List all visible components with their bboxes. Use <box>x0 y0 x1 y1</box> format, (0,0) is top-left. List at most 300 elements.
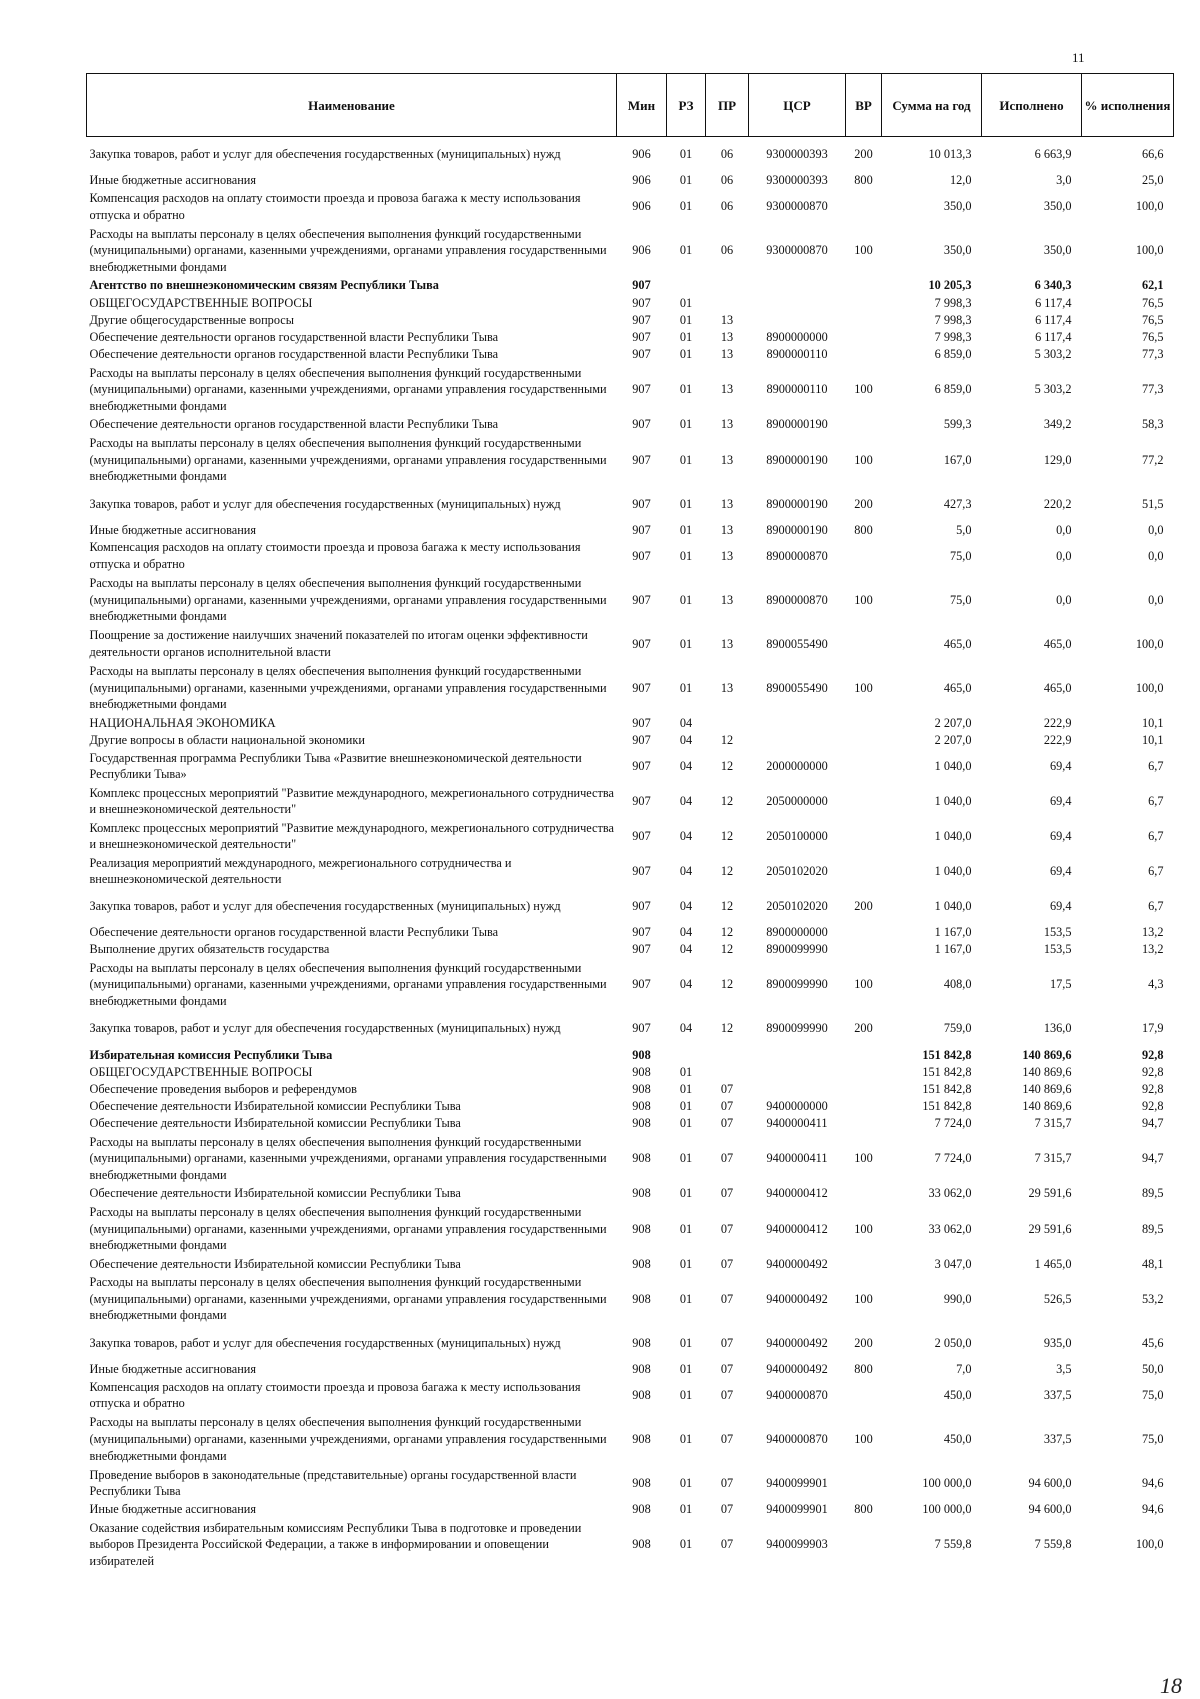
row-min: 907 <box>632 548 651 563</box>
row-min: 908 <box>632 1047 651 1062</box>
row-csr <box>749 732 846 749</box>
row-pr: 12 <box>720 899 734 914</box>
row-pct: 17,9 <box>1141 1021 1164 1036</box>
row-pct: 100,0 <box>1135 243 1164 258</box>
table-row <box>87 346 1174 363</box>
row-pr: 06 <box>720 173 734 188</box>
row-pr: 07 <box>720 1186 734 1201</box>
row-done: 69,4 <box>1049 759 1072 774</box>
row-min: 907 <box>632 715 651 730</box>
table-row <box>87 172 1174 189</box>
row-sum: 1 040,0 <box>934 829 972 844</box>
row-min: 907 <box>632 942 651 957</box>
row-csr: 2050000000 <box>766 794 828 809</box>
row-name: Поощрение за достижение наилучших значений показателей по итогам оценки эффективности деятельности органов исполнительной власти <box>89 628 588 659</box>
row-done: 153,5 <box>1043 925 1072 940</box>
row-pct: 92,8 <box>1141 1047 1164 1062</box>
row-csr: 9400000870 <box>766 1387 828 1402</box>
row-csr: 9400000412 <box>766 1221 828 1236</box>
row-name: Избирательная комиссия Республики Тыва <box>89 1047 333 1062</box>
row-pct: 25,0 <box>1141 173 1164 188</box>
row-done: 350,0 <box>1043 243 1072 258</box>
row-csr <box>749 1063 846 1080</box>
row-pr: 07 <box>720 1081 734 1096</box>
table-row <box>87 1518 1174 1571</box>
row-rz: 01 <box>679 173 693 188</box>
row-min: 908 <box>632 1387 651 1402</box>
row-vr <box>846 784 882 819</box>
row-pr: 12 <box>720 732 734 747</box>
table-row <box>87 784 1174 819</box>
table-row <box>87 715 1174 732</box>
row-done: 222,9 <box>1043 732 1072 747</box>
row-pr: 13 <box>720 347 734 362</box>
row-min: 908 <box>632 1335 651 1350</box>
row-pr: 07 <box>720 1291 734 1306</box>
row-done: 1 465,0 <box>1034 1256 1072 1271</box>
row-sum: 167,0 <box>943 452 972 467</box>
table-row <box>87 1098 1174 1115</box>
row-sum: 75,0 <box>949 592 972 607</box>
row-rz: 01 <box>679 1431 693 1446</box>
row-name: Обеспечение деятельности органов государственной власти Республики Тыва <box>89 330 499 345</box>
table-row <box>87 1413 1174 1466</box>
row-pct: 66,6 <box>1141 147 1164 162</box>
row-min: 908 <box>632 1291 651 1306</box>
row-vr: 800 <box>854 1502 873 1517</box>
row-sum: 100 000,0 <box>922 1475 972 1490</box>
row-csr: 9300000870 <box>766 243 828 258</box>
row-csr <box>749 1046 846 1063</box>
row-sum: 1 040,0 <box>934 759 972 774</box>
row-min: 907 <box>632 829 651 844</box>
row-min: 906 <box>632 147 651 162</box>
row-done: 6 340,3 <box>1034 278 1072 293</box>
page-number: 11 <box>1072 50 1085 65</box>
row-done: 7 315,7 <box>1034 1151 1072 1166</box>
row-done: 220,2 <box>1043 496 1072 511</box>
row-pr: 07 <box>720 1387 734 1402</box>
row-rz: 01 <box>679 452 693 467</box>
row-min: 907 <box>632 899 651 914</box>
row-rz: 04 <box>679 829 693 844</box>
row-rz: 04 <box>679 864 693 879</box>
row-name: Закупка товаров, работ и услуг для обеспечения государственных (муниципальных) нужд <box>89 496 561 511</box>
row-min: 908 <box>632 1475 651 1490</box>
row-sum: 465,0 <box>943 680 972 695</box>
row-pct: 77,2 <box>1141 452 1164 467</box>
row-csr: 2000000000 <box>766 759 828 774</box>
row-sum: 75,0 <box>949 548 972 563</box>
row-pct: 75,0 <box>1141 1387 1164 1402</box>
row-name: Расходы на выплаты персоналу в целях обеспечения выполнения функций государственными (муниципальными) органами, казенными учреждениями, органами управления государственными внебюджетными фондами <box>89 664 607 712</box>
row-pr: 07 <box>720 1361 734 1376</box>
row-pct: 89,5 <box>1141 1186 1164 1201</box>
row-pct: 6,7 <box>1148 899 1164 914</box>
row-csr: 8900099990 <box>766 977 828 992</box>
row-vr: 200 <box>854 147 873 162</box>
row-sum: 5,0 <box>956 522 972 537</box>
row-vr: 200 <box>854 1021 873 1036</box>
row-vr: 100 <box>854 1151 873 1166</box>
row-rz: 01 <box>679 1502 693 1517</box>
row-done: 6 663,9 <box>1034 147 1072 162</box>
table-row <box>87 433 1174 486</box>
row-pct: 10,1 <box>1141 715 1164 730</box>
row-name: Иные бюджетные ассигнования <box>89 522 257 537</box>
row-csr: 8900000190 <box>766 417 828 432</box>
row-min: 908 <box>632 1151 651 1166</box>
row-pct: 6,7 <box>1148 794 1164 809</box>
row-rz: 01 <box>679 382 693 397</box>
row-vr <box>846 1255 882 1272</box>
row-pr <box>706 277 749 294</box>
row-rz: 01 <box>679 1335 693 1350</box>
row-pct: 0,0 <box>1148 592 1164 607</box>
row-csr: 8900055490 <box>766 636 828 651</box>
row-sum: 7 724,0 <box>934 1116 972 1131</box>
row-pr: 07 <box>720 1475 734 1490</box>
row-csr: 8900000190 <box>766 496 828 511</box>
table-row <box>87 1132 1174 1185</box>
row-sum: 1 040,0 <box>934 864 972 879</box>
table-row <box>87 1011 1174 1046</box>
row-sum: 3 047,0 <box>934 1256 972 1271</box>
row-sum: 151 842,8 <box>922 1064 972 1079</box>
row-pr: 07 <box>720 1335 734 1350</box>
row-name: Расходы на выплаты персоналу в целях обеспечения выполнения функций государственными (муниципальными) органами, казенными учреждениями, органами управления государственными внебюджетными фондами <box>89 365 607 413</box>
row-min: 908 <box>632 1186 651 1201</box>
row-done: 465,0 <box>1043 636 1072 651</box>
row-csr: 2050102020 <box>766 864 828 879</box>
row-vr <box>846 924 882 941</box>
row-min: 907 <box>632 759 651 774</box>
row-csr: 8900000110 <box>766 382 828 397</box>
table-row <box>87 1115 1174 1132</box>
row-done: 6 117,4 <box>1035 312 1072 327</box>
table-row <box>87 749 1174 784</box>
row-done: 140 869,6 <box>1022 1081 1072 1096</box>
table-row <box>87 889 1174 924</box>
row-done: 29 591,6 <box>1028 1221 1072 1236</box>
row-min: 907 <box>632 496 651 511</box>
row-rz: 01 <box>679 1151 693 1166</box>
row-pct: 6,7 <box>1148 864 1164 879</box>
table-row <box>87 137 1174 173</box>
row-min: 908 <box>632 1537 651 1552</box>
row-pr: 13 <box>720 452 734 467</box>
row-vr <box>846 627 882 662</box>
row-csr: 8900000190 <box>766 522 828 537</box>
row-done: 3,0 <box>1056 173 1072 188</box>
row-name: Обеспечение деятельности Избирательной комиссии Республики Тыва <box>89 1116 461 1131</box>
row-rz: 04 <box>679 1021 693 1036</box>
row-name: Оказание содействия избирательным комиссиям Республики Тыва в подготовке и проведении выборов Президента Российской Федерации, а также в информировании и оповещении избирателей <box>89 1520 582 1568</box>
table-row <box>87 958 1174 1011</box>
handwritten-page-mark: 18 <box>1160 1673 1182 1698</box>
row-done: 350,0 <box>1043 199 1072 214</box>
row-name: Расходы на выплаты персоналу в целях обеспечения выполнения функций государственными (муниципальными) органами, казенными учреждениями, органами управления государственными внебюджетными фондами <box>89 435 607 484</box>
row-sum: 465,0 <box>943 636 972 651</box>
row-pr: 12 <box>720 759 734 774</box>
row-vr <box>846 941 882 958</box>
row-name: Комплекс процессных мероприятий "Развитие международного, межрегионального сотрудничества и внешнеэкономической деятельности" <box>89 785 614 817</box>
row-rz: 01 <box>679 1475 693 1490</box>
row-pct: 92,8 <box>1141 1099 1164 1114</box>
row-vr <box>846 854 882 889</box>
row-csr: 8900000190 <box>766 452 828 467</box>
row-pr: 13 <box>720 592 734 607</box>
row-vr: 100 <box>854 977 873 992</box>
row-name: НАЦИОНАЛЬНАЯ ЭКОНОМИКА <box>89 715 276 730</box>
table-row <box>87 1326 1174 1361</box>
row-csr: 9400000412 <box>766 1186 828 1201</box>
row-name: ОБЩЕГОСУДАРСТВЕННЫЕ ВОПРОСЫ <box>89 295 313 310</box>
table-row <box>87 1378 1174 1413</box>
row-vr <box>846 732 882 749</box>
row-vr: 100 <box>854 1431 873 1446</box>
row-name: Агентство по внешнеэкономическим связям Республики Тыва <box>89 278 439 293</box>
row-rz <box>667 277 706 294</box>
row-pr: 07 <box>720 1099 734 1114</box>
row-pr: 13 <box>720 522 734 537</box>
row-csr: 8900000870 <box>766 592 828 607</box>
row-pct: 51,5 <box>1141 496 1164 511</box>
row-rz: 01 <box>679 1064 693 1079</box>
row-csr: 9400000492 <box>766 1291 828 1306</box>
table-row <box>87 627 1174 662</box>
row-sum: 151 842,8 <box>922 1081 972 1096</box>
row-vr <box>846 539 882 574</box>
row-done: 0,0 <box>1056 548 1072 563</box>
budget-execution-table <box>86 73 1174 1571</box>
row-done: 6 117,4 <box>1035 330 1072 345</box>
row-sum: 6 859,0 <box>934 382 972 397</box>
row-min: 907 <box>632 592 651 607</box>
table-row <box>87 312 1174 329</box>
row-pr: 06 <box>720 147 734 162</box>
row-sum: 7,0 <box>956 1361 972 1376</box>
row-pr <box>706 1046 749 1063</box>
row-vr <box>846 416 882 433</box>
row-done: 222,9 <box>1043 715 1072 730</box>
row-pct: 10,1 <box>1141 732 1164 747</box>
row-done: 136,0 <box>1043 1021 1072 1036</box>
row-rz: 04 <box>679 732 693 747</box>
table-row <box>87 662 1174 715</box>
row-pct: 0,0 <box>1148 548 1164 563</box>
row-pr: 12 <box>720 864 734 879</box>
row-min: 908 <box>632 1099 651 1114</box>
row-min: 907 <box>632 452 651 467</box>
row-sum: 2 207,0 <box>934 715 972 730</box>
row-pr: 06 <box>720 199 734 214</box>
row-pct: 92,8 <box>1141 1081 1164 1096</box>
row-pct: 94,7 <box>1141 1151 1164 1166</box>
row-vr <box>846 1378 882 1413</box>
row-rz: 04 <box>679 899 693 914</box>
row-sum: 2 207,0 <box>934 732 972 747</box>
table-row <box>87 819 1174 854</box>
row-rz: 01 <box>679 496 693 511</box>
row-sum: 10 013,3 <box>928 147 972 162</box>
row-pct: 13,2 <box>1141 942 1164 957</box>
row-name: Закупка товаров, работ и услуг для обеспечения государственных (муниципальных) нужд <box>89 1335 561 1350</box>
row-done: 69,4 <box>1049 829 1072 844</box>
row-pr <box>706 715 749 732</box>
row-vr: 100 <box>854 243 873 258</box>
row-pr: 13 <box>720 636 734 651</box>
row-rz: 01 <box>679 1361 693 1376</box>
row-name: Обеспечение проведения выборов и референдумов <box>89 1081 357 1096</box>
row-pr: 13 <box>720 312 734 327</box>
row-done: 3,5 <box>1056 1361 1072 1376</box>
row-pct: 100,0 <box>1135 680 1164 695</box>
row-csr: 9400000492 <box>766 1335 828 1350</box>
row-done: 337,5 <box>1043 1431 1072 1446</box>
row-csr <box>749 312 846 329</box>
row-min: 908 <box>632 1081 651 1096</box>
row-name: Расходы на выплаты персоналу в целях обеспечения выполнения функций государственными (муниципальными) органами, казенными учреждениями, органами управления государственными внебюджетными фондами <box>89 1134 607 1182</box>
row-rz: 01 <box>679 1387 693 1402</box>
row-vr <box>846 749 882 784</box>
table-row <box>87 1081 1174 1098</box>
row-name: Расходы на выплаты персоналу в целях обеспечения выполнения функций государственными (муниципальными) органами, казенными учреждениями, органами управления государственными внебюджетными фондами <box>89 576 607 624</box>
row-pr <box>706 294 749 311</box>
row-sum: 350,0 <box>943 199 972 214</box>
row-done: 140 869,6 <box>1022 1064 1072 1079</box>
row-done: 7 315,7 <box>1034 1116 1072 1131</box>
row-name: Компенсация расходов на оплату стоимости проезда и провоза багажа к месту использования отпуска и обратно <box>89 1379 581 1411</box>
row-csr: 9400000000 <box>766 1099 828 1114</box>
row-csr: 8900000000 <box>766 925 828 940</box>
row-min: 907 <box>632 1021 651 1036</box>
row-pr: 12 <box>720 977 734 992</box>
row-sum: 6 859,0 <box>934 347 972 362</box>
row-name: Другие общегосударственные вопросы <box>89 312 294 327</box>
table-row <box>87 539 1174 574</box>
row-vr: 800 <box>854 173 873 188</box>
row-pct: 100,0 <box>1135 199 1164 214</box>
row-rz: 01 <box>679 312 693 327</box>
row-pr: 07 <box>720 1221 734 1236</box>
table-row <box>87 1273 1174 1326</box>
row-name: Расходы на выплаты персоналу в целях обеспечения выполнения функций государственными (муниципальными) органами, казенными учреждениями, органами управления государственными внебюджетными фондами <box>89 1204 607 1253</box>
row-min: 907 <box>632 977 651 992</box>
row-name: Обеспечение деятельности Избирательной комиссии Республики Тыва <box>89 1256 461 1271</box>
row-min: 907 <box>632 794 651 809</box>
table-row <box>87 941 1174 958</box>
row-sum: 33 062,0 <box>928 1186 972 1201</box>
row-pr: 13 <box>720 680 734 695</box>
row-name: Проведение выборов в законодательные (представительные) органы государственной власти Республики Тыва <box>89 1467 577 1499</box>
row-sum: 10 205,3 <box>928 278 972 293</box>
row-name: Обеспечение деятельности органов государственной власти Республики Тыва <box>89 347 499 362</box>
row-pct: 0,0 <box>1148 522 1164 537</box>
row-done: 94 600,0 <box>1028 1475 1072 1490</box>
row-name: Иные бюджетные ассигнования <box>89 1502 257 1517</box>
row-pct: 53,2 <box>1141 1291 1164 1306</box>
row-pct: 45,6 <box>1141 1335 1164 1350</box>
row-min: 908 <box>632 1256 651 1271</box>
row-csr: 9400000870 <box>766 1431 828 1446</box>
table-row <box>87 1202 1174 1255</box>
table-row <box>87 329 1174 346</box>
row-vr <box>846 329 882 346</box>
row-pct: 100,0 <box>1135 1537 1164 1552</box>
row-done: 6 117,4 <box>1035 295 1072 310</box>
row-pct: 62,1 <box>1141 278 1164 293</box>
row-pct: 4,3 <box>1148 977 1164 992</box>
row-vr: 200 <box>854 899 873 914</box>
row-name: Государственная программа Республики Тыва «Развитие внешнеэкономической деятельности Республики Тыва» <box>89 750 582 782</box>
row-vr <box>846 715 882 732</box>
row-sum: 450,0 <box>943 1387 972 1402</box>
row-csr <box>749 715 846 732</box>
row-done: 29 591,6 <box>1028 1186 1072 1201</box>
row-pct: 94,7 <box>1141 1116 1164 1131</box>
col-header-csr: ЦСР <box>749 74 846 137</box>
row-name: Иные бюджетные ассигнования <box>89 1361 257 1376</box>
row-csr: 8900000110 <box>766 347 828 362</box>
row-pr: 07 <box>720 1151 734 1166</box>
row-sum: 33 062,0 <box>928 1221 972 1236</box>
row-csr: 9400000492 <box>766 1361 828 1376</box>
row-pr: 07 <box>720 1256 734 1271</box>
row-pct: 94,6 <box>1141 1475 1164 1490</box>
row-pct: 76,5 <box>1141 312 1164 327</box>
row-vr <box>846 819 882 854</box>
row-pct: 6,7 <box>1148 759 1164 774</box>
row-csr: 9400099901 <box>766 1502 828 1517</box>
row-min: 906 <box>632 199 651 214</box>
row-rz: 01 <box>679 1116 693 1131</box>
row-pct: 77,3 <box>1141 347 1164 362</box>
row-rz: 01 <box>679 1186 693 1201</box>
row-rz: 01 <box>679 680 693 695</box>
row-csr: 9400000411 <box>766 1151 828 1166</box>
row-sum: 427,3 <box>943 496 972 511</box>
row-min: 907 <box>632 680 651 695</box>
row-done: 465,0 <box>1043 680 1072 695</box>
col-header-vr: ВР <box>846 74 882 137</box>
row-min: 907 <box>632 636 651 651</box>
row-name: Обеспечение деятельности органов государственной власти Республики Тыва <box>89 925 499 940</box>
row-rz: 04 <box>679 794 693 809</box>
row-min: 907 <box>632 278 651 293</box>
row-csr: 2050100000 <box>766 829 828 844</box>
row-vr <box>846 1518 882 1571</box>
row-min: 907 <box>632 925 651 940</box>
table-row <box>87 1046 1174 1063</box>
row-sum: 1 167,0 <box>934 925 972 940</box>
row-vr <box>846 294 882 311</box>
row-pr <box>706 1063 749 1080</box>
row-vr: 100 <box>854 592 873 607</box>
row-done: 0,0 <box>1056 522 1072 537</box>
row-csr: 9400000411 <box>766 1116 828 1131</box>
row-pr: 13 <box>720 548 734 563</box>
row-pct: 76,5 <box>1141 330 1164 345</box>
row-min: 907 <box>632 732 651 747</box>
row-pct: 58,3 <box>1141 417 1164 432</box>
row-pr: 12 <box>720 794 734 809</box>
col-header-sum: Сумма на год <box>882 74 982 137</box>
table-row <box>87 486 1174 521</box>
row-vr: 100 <box>854 1221 873 1236</box>
row-vr <box>846 1466 882 1501</box>
row-pct: 77,3 <box>1141 382 1164 397</box>
